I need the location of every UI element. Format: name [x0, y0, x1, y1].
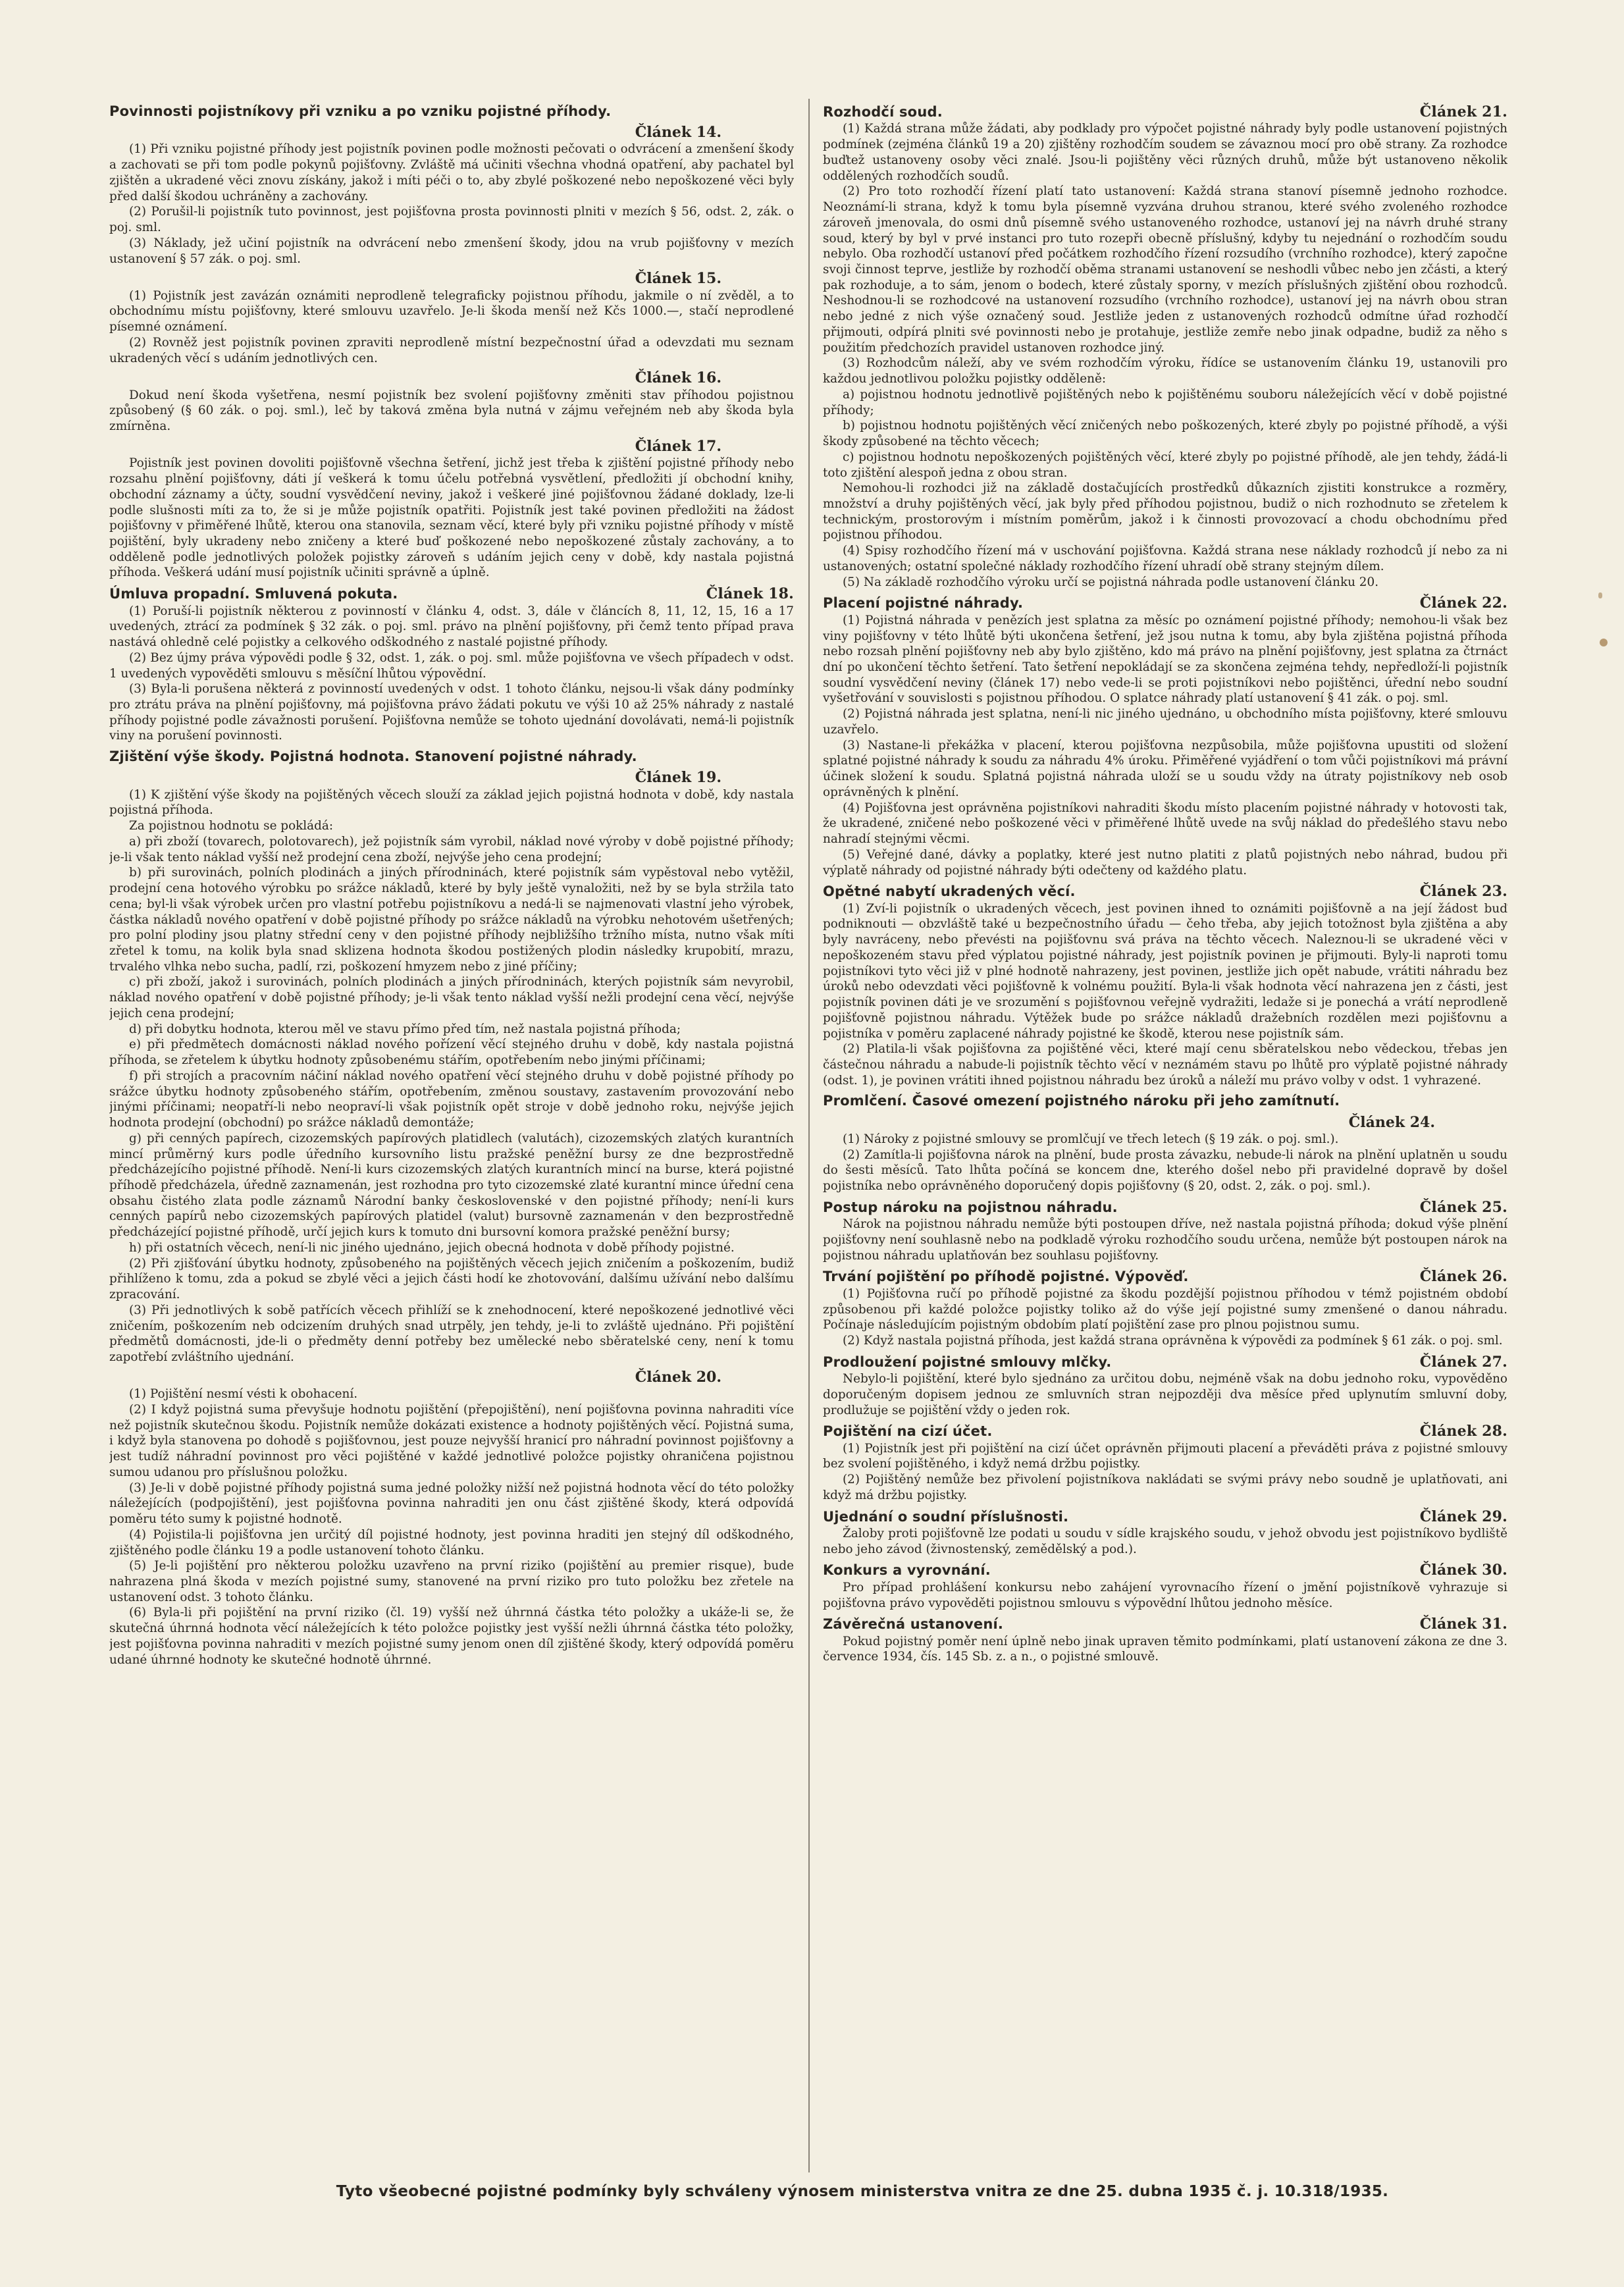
section-heading	[823, 594, 1507, 612]
article-label: Článek 31.	[1419, 1616, 1507, 1633]
paragraph: (4) Pojišťovna jest oprávněna pojistníkovi nahraditi škodu místo placením pojistné náhrady v hotovosti tak, že ukradené, zničené nebo poškozené věci v přiměřené lhůtě uvede na svůj náklad do předešlého stavu nebo nahradí stejnými věcmi.	[823, 801, 1507, 847]
section-heading	[823, 1422, 1507, 1440]
paragraph: (3) Při jednotlivých k sobě patřících věcech přihlíží se k znehodnocení, které nepoškozené jednotlivé věci zničením, poškozením neb odcizením druhých snad utrpěly, jen tehdy, je-li to zvláště ujednáno. Při pojištění předmětů domácnosti, jde-li o předměty denní potřeby bez umělecké nebo sběratelské ceny, není k tomu zapotřebí zvláštního ujednání.	[109, 1303, 794, 1365]
left-column	[109, 99, 794, 2172]
paragraph: (2) Pojistná náhrada jest splatna, není-li nic jiného ujednáno, u obchodního místa pojišťovny, které smlouvu uzavřelo.	[823, 707, 1507, 737]
article-label: Článek 19.	[635, 769, 721, 787]
paragraph: (3) Je-li v době pojistné příhody pojistná suma jedné položky nižší než pojistná hodnota věcí do této položky náležejících (podpojištění), jest pojišťovna povinna nahraditi jen onu část zjištěné škody, která odpovídá poměru této sumy k pojistné hodnotě.	[109, 1481, 794, 1527]
paragraph: a) pojistnou hodnotu jednotlivě pojištěných nebo k pojištěnému souboru náležejících věcí v době pojistné příhody;	[823, 387, 1507, 417]
article-label: Článek 26.	[1419, 1268, 1507, 1286]
section-title: Ujednání o soudní příslušnosti.	[823, 1508, 1069, 1525]
paragraph: (3) Náklady, jež učiní pojistník na odvrácení nebo zmenšení škody, jdou na vrub pojišťovny v mezích ustanovení § 57 zák. o poj. sml.	[109, 236, 794, 266]
article-label: Článek 27.	[1419, 1353, 1507, 1371]
paragraph: (2) I když pojistná suma převyšuje hodnotu pojištění (přepojištění), není pojišťovna povinna nahraditi více než pojistník skutečnou škodu. Pojistník nemůže dokázati existence a hodnoty pojištěných věcí. Pojistná suma, i když byla stanovena po dohodě s pojišťovnou, jest pouze nejvyšší hranicí pro náhradní povinnost pojišťovny a jest tudíž náhradní povinnost pro věci pojištěné v každé jednotlivé položce pojistky ohraničena pojistnou sumou udanou pro příslušnou položku.	[109, 1402, 794, 1479]
paragraph: (1) Pojištění nesmí vésti k obohacení.	[129, 1387, 358, 1402]
paragraph: (2) Když nastala pojistná příhoda, jest každá strana oprávněna k výpovědi za podmínek § 61 zák. o poj. sml.	[843, 1334, 1503, 1348]
paragraph: (1) Při vzniku pojistné příhody jest pojistník povinen podle možnosti pečovati o odvrácení a zmenšení škody a zachovati se při tom podle pokynů pojišťovny. Zvláště má učiniti všechna vhodná opatření, aby pachatel byl zjištěn a ukradené věci znovu získány, jakož i míti péči o to, aby zbylé poškozené nebo nepoškozené věci byly před další škodou uchráněny a zachovány.	[109, 142, 794, 203]
paragraph: (1) Nároky z pojistné smlouvy se promlčují ve třech letech (§ 19 zák. o poj. sml.).	[843, 1132, 1339, 1146]
paragraph: (6) Byla-li při pojištění na první riziko (čl. 19) vyšší než úhrnná částka této položky a ukáže-li se, že skutečná úhrnná hodnota věcí náležejících k této položce pojistky jest vyšší nežli úhrnná částka této položky, jest pojišťovna povinna nahraditi v mezích pojistné sumy jenom onen díl zjištěné škody, který odpovídá poměru udané úhrnné hodnoty ke skutečné hodnotě úhrnné.	[109, 1606, 794, 1667]
section-heading	[823, 1508, 1507, 1526]
paragraph: (1) Pojistník jest zavázán oznámiti neprodleně telegraficky pojistnou příhodu, jakmile o ní zvěděl, a to obchodnímu místu pojišťovny, které smlouvu uzavřelo. Je-li škoda menší než Kčs 1000.—, stačí neprodlené písemné oznámení.	[109, 288, 794, 334]
section-heading	[823, 882, 1507, 901]
paragraph: c) při zboží, jakož i surovinách, polních plodinách a jiných přírodninách, kterých pojistník sám nevyrobil, náklad nového opatření v době pojistné příhody; je-li však tento náklad vyšší nežli prodejní cena věcí, nejvýše jejich cena prodejní;	[109, 975, 794, 1020]
paragraph: f) při strojích a pracovním náčiní náklad nového opatření věcí stejného druhu v době pojistné příhody po srážce úbytku hodnoty způsobeného stářím, opotřebením, změnou soustavy, zastavením provozování nebo jinými příčinami; neopatří-li nebo neopraví-li však pojistník opět stroje v době jednoho roku, nejvýše jejich hodnota prodejní (obchodní) po srážce nákladů demontáže;	[109, 1068, 794, 1130]
paragraph: (4) Spisy rozhodčího řízení má v uschování pojišťovna. Každá strana nese náklady rozhodců jí nebo za ni ustanovených; ostatní společné náklady rozhodčího řízení uhradí obě strany stejným dílem.	[823, 544, 1507, 573]
stain-mark	[1600, 639, 1608, 646]
section-title: Zjištění výše škody. Pojistná hodnota. Stanovení pojistné náhrady.	[109, 749, 637, 765]
paragraph: (1) Zví-li pojistník o ukradených věcech, jest povinen ihned to oznámiti pojišťovně a na její žádost buď podniknouti — obzvláště také u bezpečnostního úřadu — čeho třeba, aby jejich totožnost byla zjištěna a aby byly navráceny, nebo převésti na pojišťovnu svá práva na těchto věcech. Naleznou-li se ukradené věci v nepoškozeném stavu před výplatou pojistné náhrady, jest pojistník povinen je přijmouti. Byly-li naproti tomu pojistníkovi tyto věci již v plné hodnotě nahrazeny, jest povinen, jestliže jich opět nabude, vrátiti náhradu bez úroků nebo odevzdati věci pojišťovně k volnému použití. Byla-li však hodnota věcí nahrazena jen z části, jest pojistník povinen dáti je ve srozumění s pojišťovnou veřejně vydražiti, ledaže si je ponechá a vrátí neprodleně pojišťovně pojistnou náhradu. Výtěžek bude po srážce nákladů dražebních rozdělen mezi pojišťovnu a pojistníka v poměru zaplacené náhrady pojistné ke škodě, kterou nese pojistník sám.	[823, 901, 1507, 1041]
paragraph: (5) Veřejné dané, dávky a poplatky, které jest nutno platiti z platů pojistných nebo náhrad, budou při výplatě náhrady od pojistné náhrady býti odečteny od každého platu.	[823, 847, 1507, 878]
paragraph: Pojistník jest povinen dovoliti pojišťovně všechna šetření, jichž jest třeba k zjištění pojistné příhody nebo rozsahu plnění pojišťovny, dáti jí veškerá k tomu účelu potřebná vysvětlení, předložiti jí obchodní knihy, obchodní záznamy a účty, soudní vysvědčení neviny, jakož i veškeré jiné pojišťovnou žádané doklady, lze-li podle slušnosti míti za to, že si je může pojistník opatřiti. Pojistník jest také povinen předložiti na žádost pojišťovny v přiměřené lhůtě, kterou ona stanovila, seznam věcí, které byly při vzniku pojistné příhody v místě pojištění, byly ukradeny nebo zničeny a které buď poškozené nebo nepoškozené zůstaly zachovány, a to odděleně podle jednotlivých položek pojistky zároveň s udáním jejich ceny v době, kdy nastala pojistná příhoda. Veškerá udání musí pojistník učiniti správně a úplně.	[109, 456, 794, 580]
right-column	[823, 99, 1507, 2172]
paragraph: (1) Poruší-li pojistník některou z povinností v článku 4, odst. 3, dále v článcích 8, 11, 12, 15, 16 a 17 uvedených, ztrácí za podmínek § 32 zák. o poj. sml. právo na plnění pojišťovny, při čemž tento případ prava nastává ohledně celé pojistky a celkového odškodného z nastalé pojistné příhody.	[109, 604, 794, 650]
paragraph: (2) Při zjišťování úbytku hodnoty, způsobeného na pojištěných věcech jejich zničením a poškozením, budiž přihlíženo k tomu, zda a pokud se zbylé věci a jejich části hodí ke zhotovování, dalšímu užívání nebo dalšímu zpracování.	[109, 1256, 794, 1302]
section-title: Konkurs a vyrovnání.	[823, 1562, 991, 1579]
article-label: Článek 18.	[706, 585, 794, 603]
article-label: Článek 21.	[1419, 103, 1507, 120]
article-label: Článek 30.	[1419, 1562, 1507, 1579]
section-heading	[823, 1198, 1507, 1217]
section-title: Placení pojistné náhrady.	[823, 595, 1024, 612]
section-title: Postup nároku na pojistnou náhradu.	[823, 1199, 1118, 1215]
paragraph: (3) Byla-li porušena některá z povinností uvedených v odst. 1 tohoto článku, nejsou-li však dány podmínky pro ztrátu práva na plnění pojišťovny, má pojišťovna právo žádati pokutu ve výši 10 až 25% náhrady z nastalé příhody pojistné podle závažnosti porušení. Pojišťovna nemůže se tohoto ujednání dovolávati, nemá-li pojistník viny na porušení povinnosti.	[109, 682, 794, 743]
paragraph: (2) Pojištěný nemůže bez přivolení pojistníkova nakládati se svými právy nebo soudně je uplatňovati, ani když má držbu pojistky.	[823, 1473, 1507, 1502]
article-label: Článek 24.	[1348, 1113, 1435, 1131]
paragraph: (4) Pojistila-li pojišťovna jen určitý díl pojistné hodnoty, jest povinna hraditi jen stejný díl odškodného, zjištěného podle článku 19 a podle ustanovení tohoto článku.	[109, 1527, 794, 1558]
approval-footer: Tyto všeobecné pojistné podmínky byly schváleny výnosem ministerstva vnitra ze dne 25. dubna 1935 č. j. 10.318/1935.	[336, 2183, 1389, 2200]
paragraph: g) při cenných papírech, cizozemských papírových platidlech (valutách), cizozemských zlatých kurantních mincí průměrný kurs podle úředního kursovního listu pražské peněžní bursy ze dne bezprostředně předcházejícího pojistné příhodě. Není-li kurs cizozemských zlatých kurantních mincí na burse, která pojistné příhodě předcházela, úředně zaznamenán, jest rozhodna pro tyto cizozemské zlaté kurantní mince úřední cena obsahu čistého zlata podle záznamů Národní banky československé v den pojistné příhody; není-li kurs cenných papírů nebo cizozemských papírových platidel (valut) bursovně zaznamenán v den bezprostředně předcházející pojistné příhodě, určí jejich kurs k tomuto dni bursovní komora pražské peněžní bursy;	[109, 1131, 794, 1240]
article-label: Článek 16.	[635, 369, 721, 387]
section-title: Pojištění na cizí účet.	[823, 1423, 993, 1440]
section-title: Rozhodčí soud.	[823, 104, 943, 120]
section-heading	[109, 103, 794, 120]
article-label: Článek 17.	[635, 437, 721, 455]
paragraph: (1) Každá strana může žádati, aby podklady pro výpočet pojistné náhrady byly podle ustanovení pojistných podmínek (zejména článků 19 a 20) zjištěny rozhodčím soudem se závaznou mocí pro obě strany. Za rozhodce buďtež ustanoveny osoby věci znalé. Jsou-li pojištěny věci různých druhů, může být ustanoveno několik oddělených rozhodčích soudů.	[823, 122, 1507, 183]
paragraph: (2) Rovněž jest pojistník povinen zpraviti neprodleně místní bezpečnostní úřad a odevzdati mu seznam ukradených věcí s udáním jednotlivých cen.	[109, 335, 794, 365]
paragraph: Žaloby proti pojišťovně lze podati u soudu v sídle krajského soudu, v jehož obvodu jest pojistníkovo bydliště nebo jeho závod (živnostenský, zemědělský a pod.).	[823, 1527, 1507, 1556]
paragraph: (2) Porušil-li pojistník tuto povinnost, jest pojišťovna prosta povinnosti plniti v mezích § 56, odst. 2, zák. o poj. sml.	[109, 205, 794, 235]
paragraph: (2) Zamítla-li pojišťovna nárok na plnění, bude prosta závazku, nebude-li nárok na plnění uplatněn u soudu do šesti měsíců. Tato lhůta počíná se koncem dne, kterého došel nebo při pravidelné dopravě by došel pojistníka nebo oprávněného doporučený dopis pojišťovny (§ 20, odst. 2, zák. o poj. sml.).	[823, 1147, 1507, 1194]
paragraph: (2) Bez újmy práva výpovědi podle § 32, odst. 1, zák. o poj. sml. může pojišťovna ve všech případech v odst. 1 uvedených vypověděti smlouvu s měsíční lhůtou výpovědní.	[109, 650, 794, 681]
stain-mark	[1598, 592, 1602, 598]
article-label: Článek 20.	[635, 1368, 721, 1386]
section-title: Opětné nabytí ukradených věcí.	[823, 883, 1076, 900]
paragraph: Nemohou-li rozhodci již na základě dostačujících prostředků důkazních zjistiti konstrukce a rozměry, množství a druhy pojištěných věcí, jak byly před příhodou pojistnou, budiž o nich rozhodnuto se zřetelem k technickým, prostorovým i místním poměrům, jakož i k činnosti provozovací a chodu obchodnímu před pojistnou příhodou.	[823, 481, 1507, 542]
paragraph: Za pojistnou hodnotu se pokládá:	[129, 819, 334, 833]
section-heading	[823, 1353, 1507, 1371]
paragraph: (2) Pro toto rozhodčí řízení platí tato ustanovení: Každá strana stanoví písemně jednoho rozhodce. Neoznámí-li strana, když k tomu byla písemně vyzvána druhou stranou, které svého zvoleného rozhodce zároveň jmenovala, do osmi dnů písemně svého ustanoveného rozhodce, ustanoví jej na návrh druhé strany soud, který by byl v prvé instanci pro tuto rozepři obecně příslušný, kdyby tu nejednání o rozhodčím soudu nebylo. Oba rozhodčí ustanoví před počátkem rozhodčího řízení rozsudího (vrchního rozhodce), který započne svoji činnost teprve, jestliže by rozhodčí oběma stranami ustanovení se neshodli vůbec nebo jen zčásti, a který pak rozhoduje, a to sám, jenom o bodech, které zůstaly sporny, v mezích příslušných zjištění obou rozhodců. Neshodnou-li se rozhodcové na ustanovení rozsudího (vrchního rozhodce), ustanoví jej na návrh obou stran nebo jedné z nich výše označený soud. Jestliže jeden z ustanovených rozhodců odmítne úřad rozhodčí přijmouti, odpírá plniti své povinnosti nebo je protahuje, jestliže zemře nebo jinak odpadne, budiž za něho s použitím předchozích pravidel ustanoven rozhodce jiný.	[823, 184, 1507, 355]
paragraph: c) pojistnou hodnotu nepoškozených pojištěných věcí, které zbyly po pojistné příhodě, ale jen tehdy, žádá-li toto zjištění alespoň jedna z obou stran.	[823, 450, 1507, 480]
paragraph: d) při dobytku hodnota, kterou měl ve stavu přímo před tím, než nastala pojistná příhoda;	[129, 1022, 681, 1036]
paragraph: Dokud není škoda vyšetřena, nesmí pojistník bez svolení pojišťovny změniti stav příhodou pojistnou způsobený (§ 60 zák. o poj. sml.), leč by taková změna byla nutná v zájmu veřejném neb aby škoda byla zmírněna.	[109, 388, 794, 434]
section-title: Závěrečná ustanovení.	[823, 1616, 1004, 1633]
article-label: Článek 29.	[1419, 1508, 1507, 1525]
article-label: Článek 15.	[635, 270, 721, 288]
section-heading	[823, 1561, 1507, 1579]
section-title: Prodloužení pojistné smlouvy mlčky.	[823, 1354, 1112, 1370]
article-label: Článek 14.	[635, 124, 721, 142]
section-heading	[109, 585, 794, 603]
document-page	[105, 99, 1619, 2278]
paragraph: (1) Pojišťovna ručí po příhodě pojistné za škodu pozdější pojistnou příhodou v témž pojistném období způsobenou při každé položce pojistky toliko až do výše její pojistné sumy zmenšené o danou náhradu. Počínaje následujícím pojistným obdobím platí pojištění zase pro plnou pojistnou sumu.	[823, 1286, 1507, 1332]
section-heading	[823, 1615, 1507, 1633]
paragraph: (3) Rozhodcům náleží, aby ve svém rozhodčím výroku, řídíce se ustanovením článku 19, ustanovili pro každou jednotlivou položku pojistky odděleně:	[823, 356, 1507, 386]
paragraph: Nebylo-li pojištění, které bylo sjednáno za určitou dobu, nejméně však na dobu jednoho roku, vypověděno doporučeným dopisem jednou ze smluvních stran nejpozději dva měsíce před uplynutím smluvní doby, prodlužuje se pojištění vždy o jeden rok.	[823, 1372, 1507, 1417]
section-title: Promlčení. Časové omezení pojistného nároku při jeho zamítnutí.	[823, 1093, 1340, 1109]
section-heading	[823, 103, 1507, 121]
section-heading	[109, 748, 794, 766]
paragraph: (5) Je-li pojištění pro některou položku uzavřeno na první riziko (pojištění au premier risque), bude nahrazena plná škoda v mezích pojistné sumy, stanovené na první riziko pro tuto položku bez zřetele na ustanovení odst. 3 tohoto článku.	[109, 1559, 794, 1604]
paragraph: (1) Pojistník jest při pojištění na cizí účet oprávněn přijmouti placení a převáděti práva z pojistné smlouvy bez svolení pojištěného, i když nemá držbu pojistky.	[823, 1441, 1507, 1471]
section-heading	[823, 1092, 1507, 1110]
section-title: Úmluva propadní. Smluvená pokuta.	[109, 586, 398, 602]
section-title: Povinnosti pojistníkovy při vzniku a po vzniku pojistné příhody.	[109, 103, 612, 119]
paragraph: a) při zboží (tovarech, polotovarech), jež pojistník sám vyrobil, náklad nové výroby v době pojistné příhody; je-li však tento náklad vyšší než prodejní cena zboží, nejvýše jeho cena prodejní;	[109, 834, 794, 864]
column-divider	[808, 99, 810, 2172]
paragraph: Pro případ prohlášení konkursu nebo zahájení vyrovnacího řízení o jmění pojistníkově vyhrazuje si pojišťovna právo vypověděti pojistnou smlouvu s výpovědní lhůtou jednoho měsíce.	[823, 1580, 1507, 1610]
paragraph: (1) Pojistná náhrada v penězích jest splatna za měsíc po oznámení pojistné příhody; nemohou-li však bez viny pojišťovny v této lhůtě býti ukončena šetření, jež jsou nutna k tomu, aby byla zjištěna pojistná příhoda nebo rozsah plnění pojišťovny neb aby bylo zjištěno, kdo má právo na plnění pojišťovny, jest splatna za čtrnáct dní po ukončení těchto šetření. Tato šetření nepokládají se za skončena zejména tehdy, nepředloží-li pojistník soudní vysvědčení neviny (článek 17) nebo vede-li se proti pojistníkovi nebo pojištěnci, úřední nebo soudní vyšetřování v souvislosti s pojistnou příhodou. O splatce náhrady platí ustanovení § 41 zák. o poj. sml.	[823, 613, 1507, 706]
paragraph: b) pojistnou hodnotu pojištěných věcí zničených nebo poškozených, které zbyly po pojistné příhodě, a výši škody způsobené na těchto věcech;	[823, 419, 1507, 449]
article-label: Článek 23.	[1419, 883, 1507, 901]
paragraph: (2) Platila-li však pojišťovna za pojištěné věci, které mají cenu sběratelskou nebo vědeckou, třebas jen částečnou náhradu a nabude-li pojistník těchto věcí v neznámém stavu po lhůtě pro výplatě pojistné náhrady (odst. 1), je povinen vrátiti ihned pojistnou náhradu bez úroků a náleží mu právo volby v odst. 1 vyhrazené.	[823, 1042, 1507, 1088]
section-heading	[823, 1267, 1507, 1286]
paragraph: e) při předmětech domácnosti náklad nového pořízení věcí stejného druhu v době, kdy nastala pojistná příhoda, se zřetelem k úbytku hodnoty způsobenému stářím, opotřebením nebo jinými příčinami;	[109, 1038, 794, 1068]
paragraph: Nárok na pojistnou náhradu nemůže býti postoupen dříve, než nastala pojistná příhoda; dokud výše plnění pojišťovny není souhlasně nebo na podkladě výroku rozhodčího soudu určena, nemůže být postoupen nárok na pojistnou náhradu uplatňován bez souhlasu pojišťovny.	[823, 1217, 1507, 1263]
paragraph: (1) K zjištění výše škody na pojištěných věcech slouží za základ jejich pojistná hodnota v době, kdy nastala pojistná příhoda.	[109, 787, 794, 818]
paragraph: (5) Na základě rozhodčího výroku určí se pojistná náhrada podle ustanovení článku 20.	[843, 575, 1379, 589]
paragraph: (3) Nastane-li překážka v placení, kterou pojišťovna nezpůsobila, může pojišťovna upustiti od složení splatné pojistné náhrady k soudu za náhradu 4% úroku. Přiměřené vyjádření o tom vůči pojistníkovi má právní účinek složení k soudu. Splatná pojistná náhrada uloží se u soudu vždy na útraty pojistníkovy neb osob oprávněných k plnění.	[823, 738, 1507, 799]
article-label: Článek 28.	[1419, 1423, 1507, 1440]
section-title: Trvání pojištění po příhodě pojistné. Výpověď.	[823, 1269, 1189, 1285]
article-label: Článek 25.	[1419, 1198, 1507, 1216]
paragraph: Pokud pojistný poměr není úplně nebo jinak upraven těmito podmínkami, platí ustanovení zákona ze dne 3. července 1934, čís. 145 Sb. z. a n., o pojistné smlouvě.	[823, 1634, 1507, 1664]
paragraph: b) při surovinách, polních plodinách a jiných přírodninách, které pojistník sám vypěstoval nebo vytěžil, prodejní cena hotového výrobku po srážce nákladů, které by byly ještě vynaložiti, než by se byla stržila tato cena; byl-li však výrobek určen pro vlastní potřebu pojistníkovu a nedá-li se najmenovati vlastní jeho výrobek, částka nákladů nového opatření v době pojistné příhody po srážce nákladů na výrobku nehotovém ušetřených; pro polní plodiny jsou platny střední ceny v den pojistné příhody nejbližšího tržního místa, nutno však míti zřetel k tomu, na kolik byla snad sklizena hodnota škodou postižených plodin následky krupobití, mrazu, trvalého vlhka nebo sucha, padlí, rzi, poškození hmyzem nebo z jiné příčiny;	[109, 866, 794, 974]
article-label: Článek 22.	[1419, 594, 1507, 612]
paragraph: h) při ostatních věcech, není-li nic jiného ujednáno, jejich obecná hodnota v době příhody pojistné.	[129, 1240, 735, 1255]
